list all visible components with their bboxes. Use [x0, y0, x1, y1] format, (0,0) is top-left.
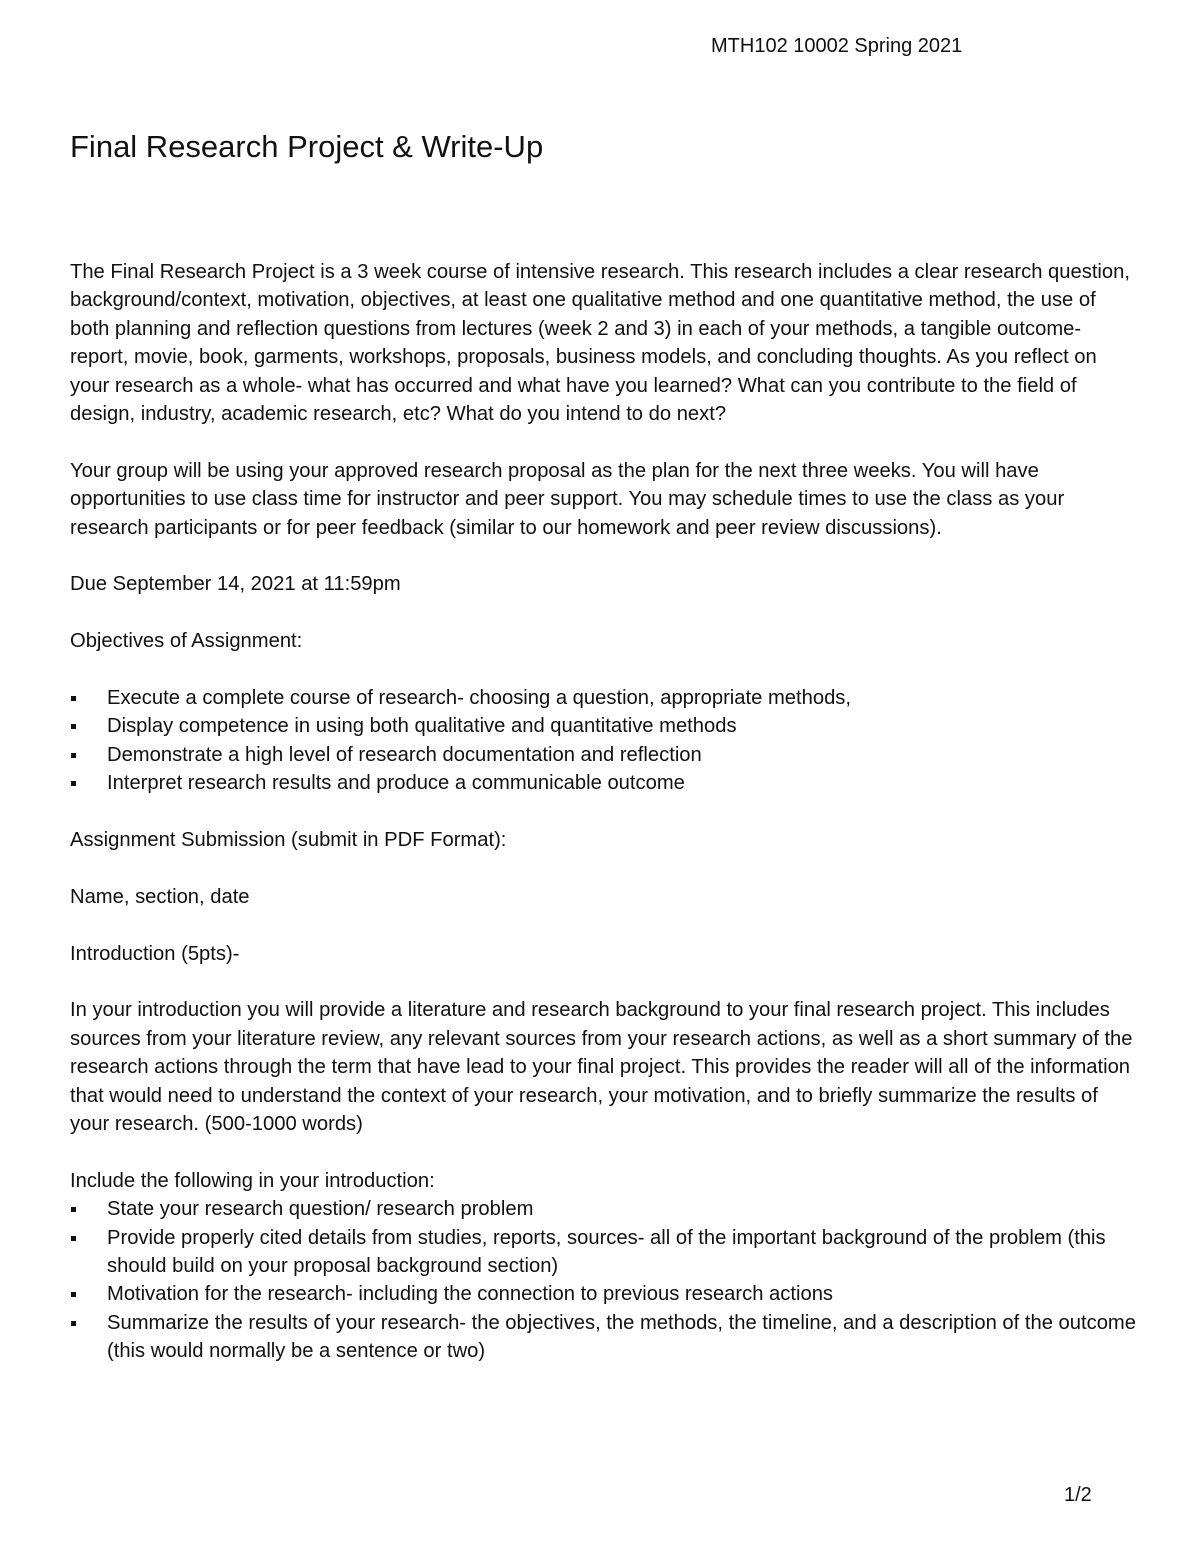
- list-item: [70, 769, 1138, 797]
- list-item: [70, 1280, 1138, 1308]
- introduction-body: In your introduction you will provide a literature and research background to your final research project. This includes sources from your literature review, any relevant sources from your research actions, as well as a short summary of the research actions through the term that have lead to your final project. This provides the reader will all of the information that would need to understand the context of your research, your motivation, and to briefly summarize the results of your research. (500-1000 words): [70, 999, 1133, 1136]
- intro-paragraph: The Final Research Project is a 3 week course of intensive research. This research includes a clear research question, background/context, motivation, objectives, at least one qualitative method and one quantitative method, the use of both planning and reflection questions from lectures (week 2 and 3) in each of your methods, a tangible outcome- report, movie, book, garments, workshops, proposals, business models, and concluding thoughts. As you reflect on your research as a whole- what has occurred and what have you learned? What can you contribute to the field of design, industry, academic research, etc? What do you intend to do next?: [70, 261, 1130, 426]
- list-item-text: Interpret research results and produce a communicable outcome: [107, 772, 685, 795]
- list-item-text: State your research question/ research problem: [107, 1198, 534, 1221]
- submission-heading: Assignment Submission (submit in PDF Format):: [70, 829, 507, 852]
- list-item: [70, 712, 1138, 740]
- list-item: [70, 684, 1138, 712]
- include-heading: Include the following in your introduction:: [70, 1169, 435, 1192]
- bullet-icon: [71, 1321, 76, 1326]
- name-line: Name, section, date: [70, 885, 250, 908]
- list-item-text: Provide properly cited details from studies, reports, sources- all of the important background of the problem (this should build on your proposal background section): [107, 1226, 1106, 1278]
- list-item-text: Execute a complete course of research- choosing a question, appropriate methods,: [107, 687, 852, 710]
- document-title: Final Research Project & Write-Up: [70, 129, 544, 164]
- bullet-icon: [71, 696, 76, 701]
- list-item: [70, 1309, 1138, 1366]
- due-date: Due September 14, 2021 at 11:59pm: [70, 573, 401, 596]
- objectives-list: [70, 684, 1138, 798]
- objectives-heading: Objectives of Assignment:: [70, 630, 303, 653]
- list-item-text: Summarize the results of your research- the objectives, the methods, the timeline, and a description of the outcome (this would normally be a sentence or two): [107, 1311, 1136, 1363]
- page-number: 1/2: [1064, 1484, 1092, 1506]
- list-item-text: Demonstrate a high level of research documentation and reflection: [107, 743, 702, 766]
- bullet-icon: [71, 1207, 76, 1212]
- list-item: [70, 741, 1138, 769]
- bullet-icon: [71, 1236, 76, 1241]
- introduction-heading: Introduction (5pts)-: [70, 942, 240, 965]
- list-item-text: Display competence in using both qualitative and quantitative methods: [107, 715, 737, 738]
- course-header: MTH102 10002 Spring 2021: [711, 35, 963, 57]
- bullet-icon: [71, 753, 76, 758]
- document-body: [70, 258, 1138, 1366]
- bullet-icon: [71, 781, 76, 786]
- bullet-icon: [71, 724, 76, 729]
- list-item: [70, 1195, 1138, 1223]
- list-item-text: Motivation for the research- including the connection to previous research actions: [107, 1283, 834, 1306]
- group-paragraph: Your group will be using your approved research proposal as the plan for the next three weeks. You will have opportunities to use class time for instructor and peer support. You may schedule times to use the class as your research participants or for peer feedback (similar to our homework and peer review discussions).: [70, 459, 1065, 539]
- introduction-list: [70, 1195, 1138, 1365]
- bullet-icon: [71, 1292, 76, 1297]
- list-item: [70, 1224, 1138, 1281]
